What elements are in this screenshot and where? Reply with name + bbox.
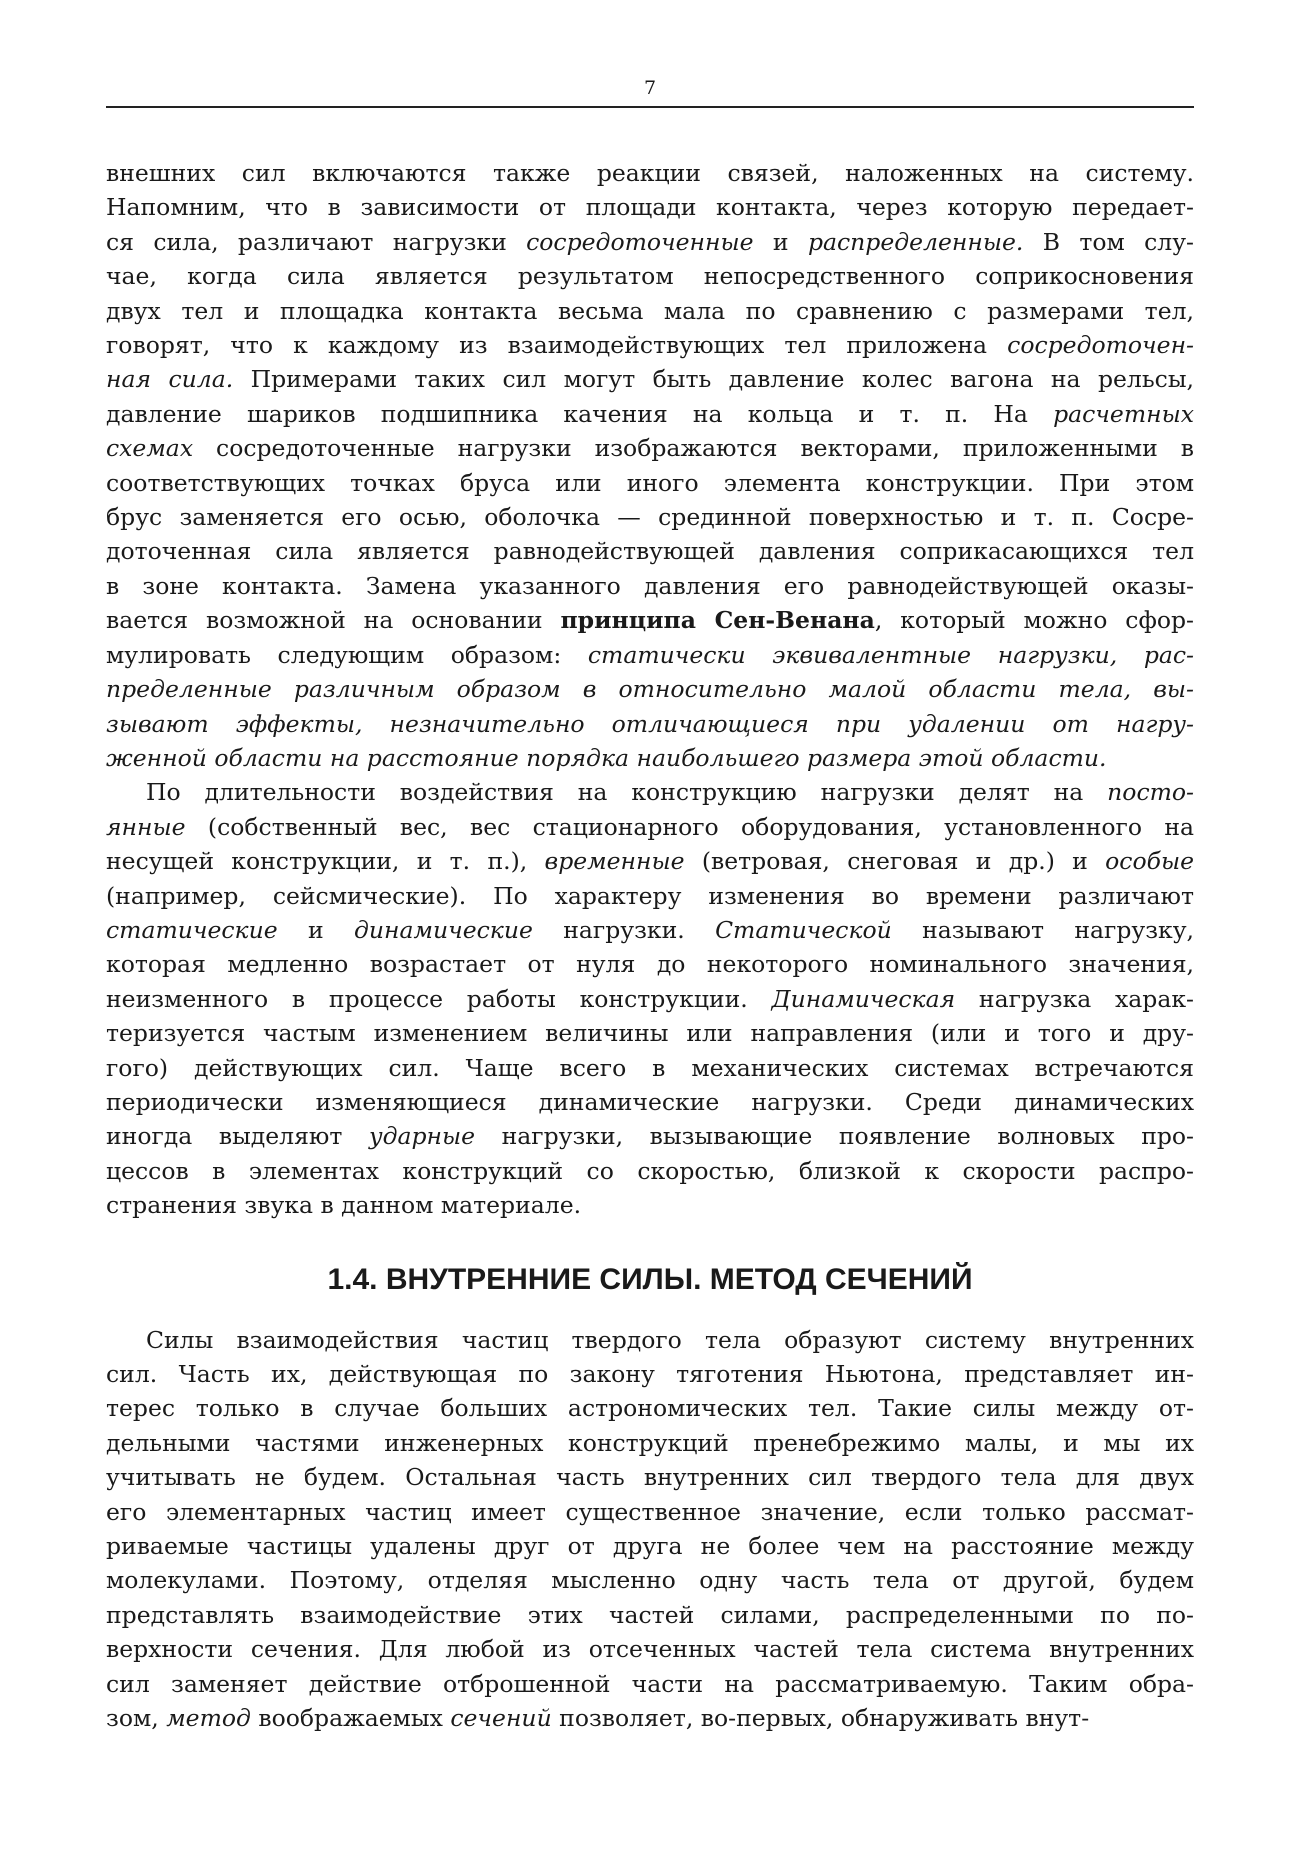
paragraph-p2 [106, 775, 1194, 1222]
book-page [106, 76, 1194, 1735]
text-line [106, 534, 1194, 568]
text-line [106, 1391, 1194, 1425]
italic-term: распределенные. [807, 227, 1024, 256]
text-run: Примерами таких сил могут быть давление колес вагона на рельсы, [233, 365, 1194, 394]
text-line [106, 1051, 1194, 1085]
text-run: периодически изменяющиеся динамические нагрузки. Среди динамических [106, 1087, 1194, 1116]
text-line [106, 1563, 1194, 1597]
italic-term: сосредоточенные [526, 227, 754, 256]
italic-term: ударные [368, 1122, 476, 1151]
text-run: цессов в элементах конструкций со скоростью, близкой к скорости распро- [106, 1156, 1194, 1185]
text-line [106, 1323, 1194, 1357]
text-line [106, 294, 1194, 328]
text-line [106, 1154, 1194, 1188]
italic-term: динамические [353, 915, 533, 944]
text-line [106, 156, 1194, 190]
page-number: 7 [643, 77, 657, 99]
text-line [106, 1495, 1194, 1529]
text-line [106, 225, 1194, 259]
text-run: его элементарных частиц имеет существенное значение, если только рассмат- [106, 1497, 1194, 1526]
text-run: , который можно сфор- [874, 606, 1194, 635]
text-line [106, 397, 1194, 431]
text-run: сосредоточенные нагрузки изображаются векторами, приложенными в [193, 434, 1194, 463]
text-run: В том слу- [1023, 227, 1195, 256]
italic-term: метод [166, 1704, 251, 1733]
text-line [106, 1529, 1194, 1563]
text-run: терес только в случае больших астрономических тел. Такие силы между от- [106, 1394, 1194, 1423]
bold-term: принципа Сен-Венана [560, 606, 875, 635]
text-line [106, 259, 1194, 293]
text-line [106, 1701, 1194, 1735]
text-run: мулировать следующим образом: [106, 640, 588, 669]
text-line [106, 466, 1194, 500]
text-run: нагрузки. [532, 915, 716, 944]
text-run: (собственный вес, вес стационарного оборудования, установленного на [185, 812, 1194, 841]
text-line [106, 775, 1194, 809]
italic-term: схемах [106, 434, 194, 463]
text-line [106, 500, 1194, 534]
text-run: чае, когда сила является результатом непосредственного соприкосновения [106, 262, 1194, 291]
text-line [106, 672, 1194, 706]
text-line [106, 947, 1194, 981]
paragraph-p1 [106, 156, 1194, 775]
text-line [106, 879, 1194, 913]
text-run: говорят, что к каждому из взаимодействующих тел приложена [106, 331, 1008, 360]
text-run: в зоне контакта. Замена указанного давления его равнодействующей оказы- [106, 571, 1194, 600]
text-run: дельными частями инженерных конструкций пренебрежимо малы, и мы их [106, 1428, 1194, 1457]
text-run: давление шариков подшипника качения на кольца и т. п. На [106, 399, 1054, 428]
text-run: молекулами. Поэтому, отделяя мысленно одну часть тела от другой, будем [106, 1566, 1194, 1595]
text-line [106, 707, 1194, 741]
text-line [106, 1460, 1194, 1494]
italic-term: сечений [450, 1704, 552, 1733]
text-line [106, 1632, 1194, 1666]
body-text-before-section [106, 156, 1194, 1223]
text-run: риваемые частицы удалены друг от друга не более чем на расстояние между [106, 1532, 1194, 1561]
text-line [106, 569, 1194, 603]
text-run: иногда выделяют [106, 1122, 369, 1151]
text-run: Силы взаимодействия частиц твердого тела образуют систему внутренних [146, 1325, 1194, 1354]
text-run: двух тел и площадка контакта весьма мала по сравнению с размерами тел, [106, 296, 1194, 325]
text-run: соответствующих точках бруса или иного элемента конструкции. При этом [106, 468, 1194, 497]
text-run: (ветровая, снеговая и др.) и [684, 847, 1106, 876]
text-line [106, 1016, 1194, 1050]
text-run: вается возможной на основании [106, 606, 561, 635]
text-run: странения звука в данном материале. [106, 1191, 582, 1220]
text-run: которая медленно возрастает от нуля до некоторого номинального значения, [106, 950, 1194, 979]
text-line [106, 638, 1194, 672]
text-run: представлять взаимодействие этих частей силами, распределенными по по- [106, 1600, 1194, 1629]
italic-term: статически эквивалентные нагрузки, рас- [587, 640, 1194, 669]
text-line [106, 431, 1194, 465]
text-line [106, 1119, 1194, 1153]
text-run: называют нагрузку, [891, 915, 1194, 944]
paragraph-p3 [106, 1323, 1194, 1736]
text-line [106, 982, 1194, 1016]
header-rule [106, 106, 1194, 108]
text-run: сил. Часть их, действующая по закону тяготения Ньютона, представляет ин- [106, 1360, 1194, 1388]
text-line [106, 1598, 1194, 1632]
text-run: зом, [106, 1704, 167, 1733]
text-line [106, 603, 1194, 637]
text-run: доточенная сила является равнодействующей давления соприкасающихся тел [106, 537, 1194, 566]
text-line [106, 1085, 1194, 1119]
text-run: несущей конструкции, и т. п.), [106, 847, 545, 876]
italic-term: зывают эффекты, незначительно отличающиеся при удалении от нагру- [106, 709, 1194, 738]
italic-term: расчетных [1053, 399, 1194, 428]
italic-term: сосредоточен- [1007, 331, 1194, 360]
body-text-after-section [106, 1323, 1194, 1736]
text-run: и [753, 227, 808, 256]
text-run: воображаемых [250, 1704, 451, 1733]
italic-term: статические [106, 915, 278, 944]
text-run: неизменного в процессе работы конструкции. [106, 984, 772, 1013]
text-run: нагрузка харак- [955, 984, 1194, 1013]
italic-term: ная сила. [106, 365, 234, 394]
italic-term: посто- [1107, 778, 1194, 807]
text-run: сил заменяет действие отброшенной части на рассматриваемую. Таким обра- [106, 1669, 1194, 1698]
text-line [106, 1667, 1194, 1701]
italic-term: временные [544, 847, 685, 876]
italic-term: женной области на расстояние порядка наибольшего размера этой области. [106, 743, 1107, 772]
text-line [106, 810, 1194, 844]
text-line [106, 844, 1194, 878]
italic-term: пределенные различным образом в относительно малой области тела, вы- [106, 675, 1194, 704]
text-run: учитывать не будем. Остальная часть внутренних сил твердого тела для двух [106, 1463, 1194, 1492]
italic-term: Статической [715, 915, 892, 944]
italic-term: особые [1105, 847, 1195, 876]
text-run: верхности сечения. Для любой из отсеченных частей тела система внутренних [106, 1635, 1194, 1664]
text-run: брус заменяется его осью, оболочка — срединной поверхностью и т. п. Сосре- [106, 503, 1194, 532]
text-line [106, 913, 1194, 947]
text-line [106, 1188, 1194, 1222]
text-line [106, 362, 1194, 396]
text-run: По длительности воздействия на конструкцию нагрузки делят на [146, 778, 1108, 807]
text-run: гого) действующих сил. Чаще всего в механических системах встречаются [106, 1053, 1194, 1082]
text-line [106, 190, 1194, 224]
text-line [106, 741, 1194, 775]
italic-term: Динамическая [771, 984, 956, 1013]
text-run: и [277, 915, 354, 944]
text-run: Напомним, что в зависимости от площади контакта, через которую передает- [106, 193, 1194, 222]
text-run: позволяет, во-первых, обнаруживать внут- [551, 1704, 1090, 1733]
text-line [106, 328, 1194, 362]
text-line [106, 1426, 1194, 1460]
text-run: нагрузки, вызывающие появление волновых про- [475, 1122, 1194, 1151]
text-run: теризуется частым изменением величины или направления (или и того и дру- [106, 1019, 1194, 1048]
text-run: ся сила, различают нагрузки [106, 227, 527, 256]
text-run: (например, сейсмические). По характеру изменения во времени различают [106, 881, 1194, 910]
italic-term: янные [106, 812, 186, 841]
section-heading: 1.4. ВНУТРЕННИЕ СИЛЫ. МЕТОД СЕЧЕНИЙ [327, 1262, 973, 1296]
text-line [106, 1357, 1194, 1391]
text-run: внешних сил включаются также реакции связей, наложенных на систему. [106, 159, 1194, 187]
